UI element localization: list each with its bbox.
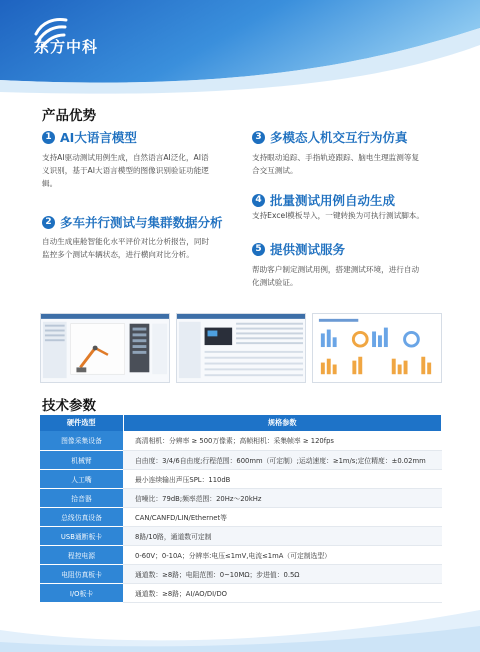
product-screenshots [40,313,442,383]
table-row [40,507,442,526]
feature-3-desc-line: 合交互测试。 [252,166,298,175]
feature-1-title [42,128,137,146]
specs-header-row [40,415,442,431]
feature-1-desc-line: 支持AI驱动测试用例生成，自然语言AI泛化，AI语 [42,153,209,162]
feature-4-title [252,191,395,209]
spec-key: USB通断板卡 [40,526,123,545]
feature-5-label: 提供测试服务 [270,242,346,257]
feature-1-desc [42,151,242,190]
feature-2-desc [42,235,242,261]
feature-3-desc [252,151,447,177]
table-row [40,431,442,450]
footer-wave [0,600,480,652]
spec-key: 机械臂 [40,450,123,469]
feature-2-desc-line: 自动生成座舱智能化水平评价对比分析报告，同时 [42,237,210,246]
feature-4-desc [252,209,447,222]
feature-4-label: 批量测试用例自动生成 [270,193,396,208]
logo-mark-icon [34,16,68,50]
company-logo [34,16,98,57]
spec-key: 程控电源 [40,545,123,564]
page-footer [0,600,480,652]
feature-3-number: 3 [252,131,265,144]
feature-4-desc-line: 支持Excel模板导入，一键转换为可执行测试脚本。 [252,211,424,220]
feature-4-number: 4 [252,194,265,207]
spec-value: 8路/10路，通道数可定制 [123,526,442,545]
feature-3-desc-line: 支持眼动追踪、手指轨迹跟踪、脑电生理监测等复 [252,153,420,162]
screenshot-hmi-test [176,313,306,383]
feature-2-number: 2 [42,216,55,229]
spec-key: I/O板卡 [40,583,123,602]
table-row [40,469,442,488]
screenshot-analysis-report [312,313,442,383]
screenshot-robot-arm [40,313,170,383]
page-header [0,0,480,95]
table-row [40,564,442,583]
table-row [40,545,442,564]
feature-2-label: 多车并行测试与集群数据分析 [60,215,223,230]
spec-value: CAN/CANFD/LIN/Ethernet等 [123,507,442,526]
spec-value: 通道数：≥8路；AI/AO/DI/DO [123,583,442,602]
feature-3-title [252,128,408,146]
spec-key: 图像采集设备 [40,431,123,450]
specs-table [40,415,442,603]
spec-key: 拾音器 [40,488,123,507]
spec-key: 电阻仿真板卡 [40,564,123,583]
spec-value: 信噪比：79dB;频率范围：20Hz～20kHz [123,488,442,507]
advantages-title: 产品优势 [42,108,96,124]
column-header: 硬件选型 [40,415,123,431]
table-row [40,450,442,469]
feature-5-title [252,240,345,258]
specs-title: 技术参数 [42,398,96,414]
feature-3-label: 多模态人机交互行为仿真 [270,130,408,145]
spec-key: 人工嘴 [40,469,123,488]
spec-value: 通道数：≥8路；电阻范围：0~10MΩ；步进值：0.5Ω [123,564,442,583]
spec-value: 最小连续输出声压SPL：110dB [123,469,442,488]
feature-5-desc [252,263,447,289]
spec-value: 自由度：3/4/6自由度;行程范围：600mm（可定制）;运动速度：≥1m/s;定位精度：±0.02mm [123,450,442,469]
table-row [40,526,442,545]
feature-5-desc-line: 化测试验证。 [252,278,298,287]
feature-2-title [42,213,223,231]
feature-2-desc-line: 监控多个测试车辆状态，进行横向对比分析。 [42,250,194,259]
feature-5-desc-line: 帮助客户制定测试用例，搭建测试环境，进行自动 [252,265,420,274]
feature-1-number: 1 [42,131,55,144]
table-row [40,488,442,507]
feature-1-desc-line: 义识别，基于AI大语言模型的图像识别验证功能逻 [42,166,209,175]
column-header: 规格参数 [123,415,442,431]
spec-value: 0-60V；0-10A；分辨率:电压≤1mV,电流≤1mA（可定制选型） [123,545,442,564]
feature-1-label: AI大语言模型 [60,130,137,145]
feature-5-number: 5 [252,243,265,256]
feature-1-desc-line: 辑。 [42,179,58,188]
brand-name: 东方中科 [34,38,99,56]
spec-key: 总线仿真设备 [40,507,123,526]
spec-value: 高清相机：分辨率 ≥ 500万像素；高帧相机：采集帧率 ≥ 120fps [123,431,442,450]
